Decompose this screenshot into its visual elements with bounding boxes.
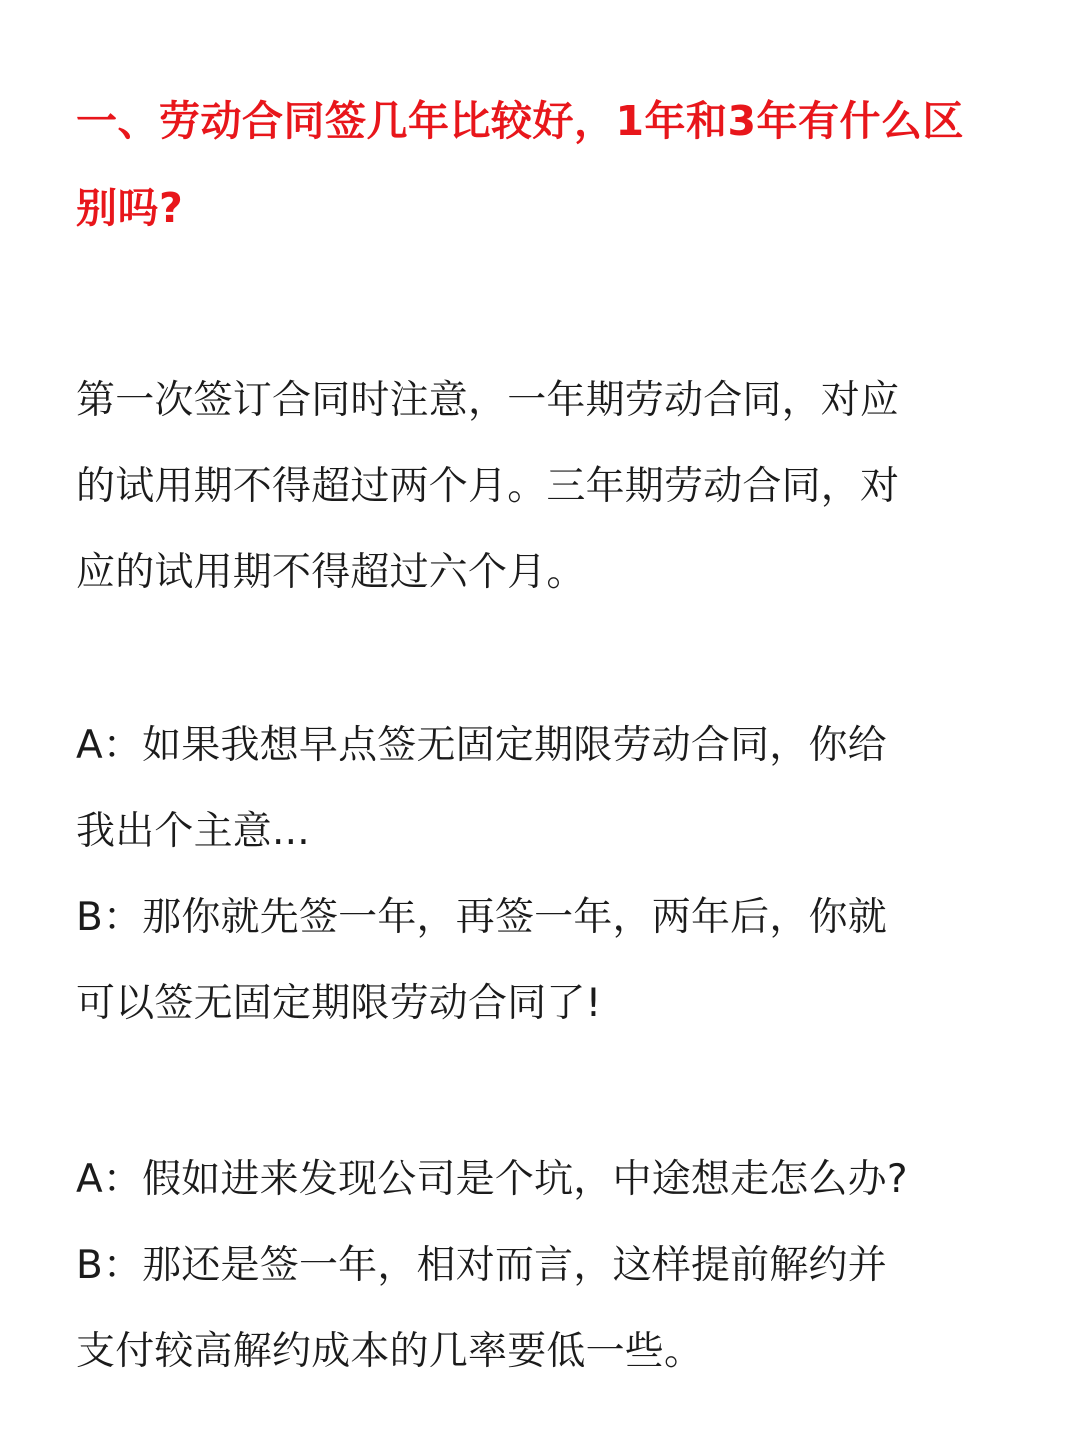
text-line: A：假如进来发现公司是个坑，中途想走怎么办?	[76, 1157, 908, 1202]
text-line: A：如果我想早点签无固定期限劳动合同，你给	[76, 723, 887, 768]
paragraph-dialogue-open-ended	[76, 703, 1002, 1047]
heading-line: 一、劳动合同签几年比较好，1年和3年有什么区	[76, 97, 965, 145]
text-line: 第一次签订合同时注意，一年期劳动合同，对应	[76, 378, 900, 423]
spacer	[76, 616, 1002, 703]
heading-line: 别吗?	[76, 184, 184, 232]
paragraph-probation-rules	[76, 358, 1002, 616]
section-heading	[76, 78, 1002, 252]
text-line: 可以签无固定期限劳动合同了!	[76, 981, 602, 1026]
text-line: 我出个主意...	[76, 809, 310, 854]
spacer	[76, 252, 1002, 358]
text-line: 的试用期不得超过两个月。三年期劳动合同，对	[76, 464, 900, 509]
text-line: B：那你就先签一年，再签一年，两年后，你就	[76, 895, 887, 940]
text-line: B：那还是签一年，相对而言，这样提前解约并	[76, 1243, 887, 1288]
text-line: 支付较高解约成本的几率要低一些。	[76, 1329, 704, 1374]
paragraph-dialogue-early-exit	[76, 1137, 1002, 1395]
spacer	[76, 1047, 1002, 1137]
text-line: 应的试用期不得超过六个月。	[76, 550, 586, 595]
